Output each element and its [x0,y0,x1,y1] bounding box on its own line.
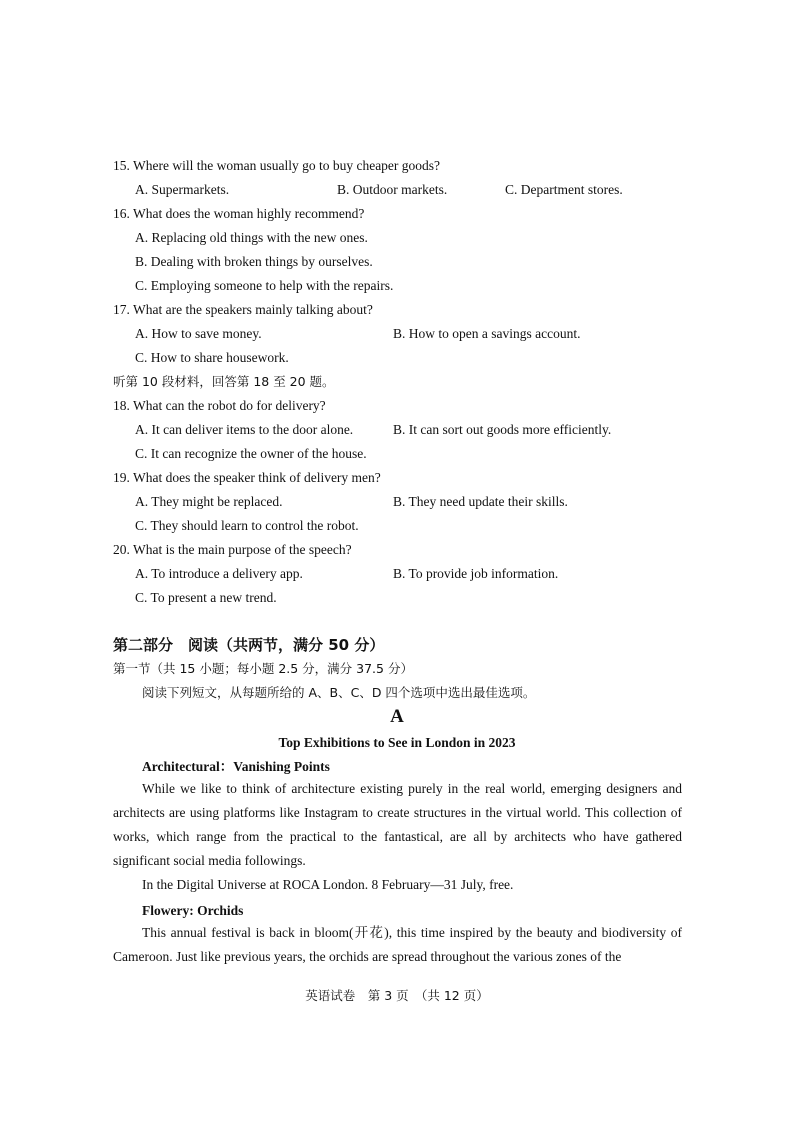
question-20: 20. What is the main purpose of the speech? [113,542,352,557]
passage-letter: A [390,706,404,727]
question-18: 18. What can the robot do for delivery? [113,398,326,413]
option-16a: A. Replacing old things with the new ones. [135,230,368,245]
option-18c: C. It can recognize the owner of the house. [135,446,367,461]
option-16c: C. Employing someone to help with the repairs. [135,278,394,293]
option-19b: B. They need update their skills. [393,494,568,509]
option-15b: B. Outdoor markets. [337,182,448,197]
option-17c: C. How to share housework. [135,350,289,365]
part2-title: 第二部分 阅读（共两节，满分 50 分） [113,636,385,654]
paragraph-location: In the Digital Universe at ROCA London. 8 February—31 July, free. [142,877,514,892]
option-18a: A. It can deliver items to the door alone. [135,422,354,437]
question-17: 17. What are the speakers mainly talking about? [113,302,373,317]
option-17b: B. How to open a savings account. [393,326,581,341]
paragraph-architectural: While we like to think of architecture existing purely in the real world, emerging designers and architects are using platforms like Instagram to create structures in the virtual world. This collection of works, which range from the practical to the fantastical, are all by architects who have gathered significant social media followings. [113,781,682,868]
listening-instruction: 听第 10 段材料，回答第 18 至 20 题。 [113,374,335,389]
option-20b: B. To provide job information. [393,566,559,581]
option-19c: C. They should learn to control the robot. [135,518,359,533]
reading-instruction: 阅读下列短文，从每题所给的 A、B、C、D 四个选项中选出最佳选项。 [142,685,536,700]
option-18b: B. It can sort out goods more efficiently. [393,422,612,437]
option-20c: C. To present a new trend. [135,590,277,605]
option-16b: B. Dealing with broken things by ourselves. [135,254,373,269]
option-17a: A. How to save money. [135,326,262,341]
page-footer: 英语试卷 第 3 页 （共 12 页） [305,988,489,1003]
question-15: 15. Where will the woman usually go to buy cheaper goods? [113,158,441,173]
option-15a: A. Supermarkets. [135,182,230,197]
question-19: 19. What does the speaker think of delivery men? [113,470,381,485]
passage-title: Top Exhibitions to See in London in 2023 [278,735,516,750]
paragraph-orchids: This annual festival is back in bloom(开花), this time inspired by the beauty and biodiversity of Cameroon. Just like previous years, the orchids are spread throughout the various zones of the [113,925,682,964]
question-16: 16. What does the woman highly recommend? [113,206,365,221]
option-15c: C. Department stores. [505,182,623,197]
subheading-architectural: Architectural：Vanishing Points [142,759,330,774]
section1-heading: 第一节（共 15 小题；每小题 2.5 分，满分 37.5 分） [113,661,413,676]
option-20a: A. To introduce a delivery app. [135,566,303,581]
option-19a: A. They might be replaced. [135,494,283,509]
subheading-flowery: Flowery: Orchids [142,903,244,918]
